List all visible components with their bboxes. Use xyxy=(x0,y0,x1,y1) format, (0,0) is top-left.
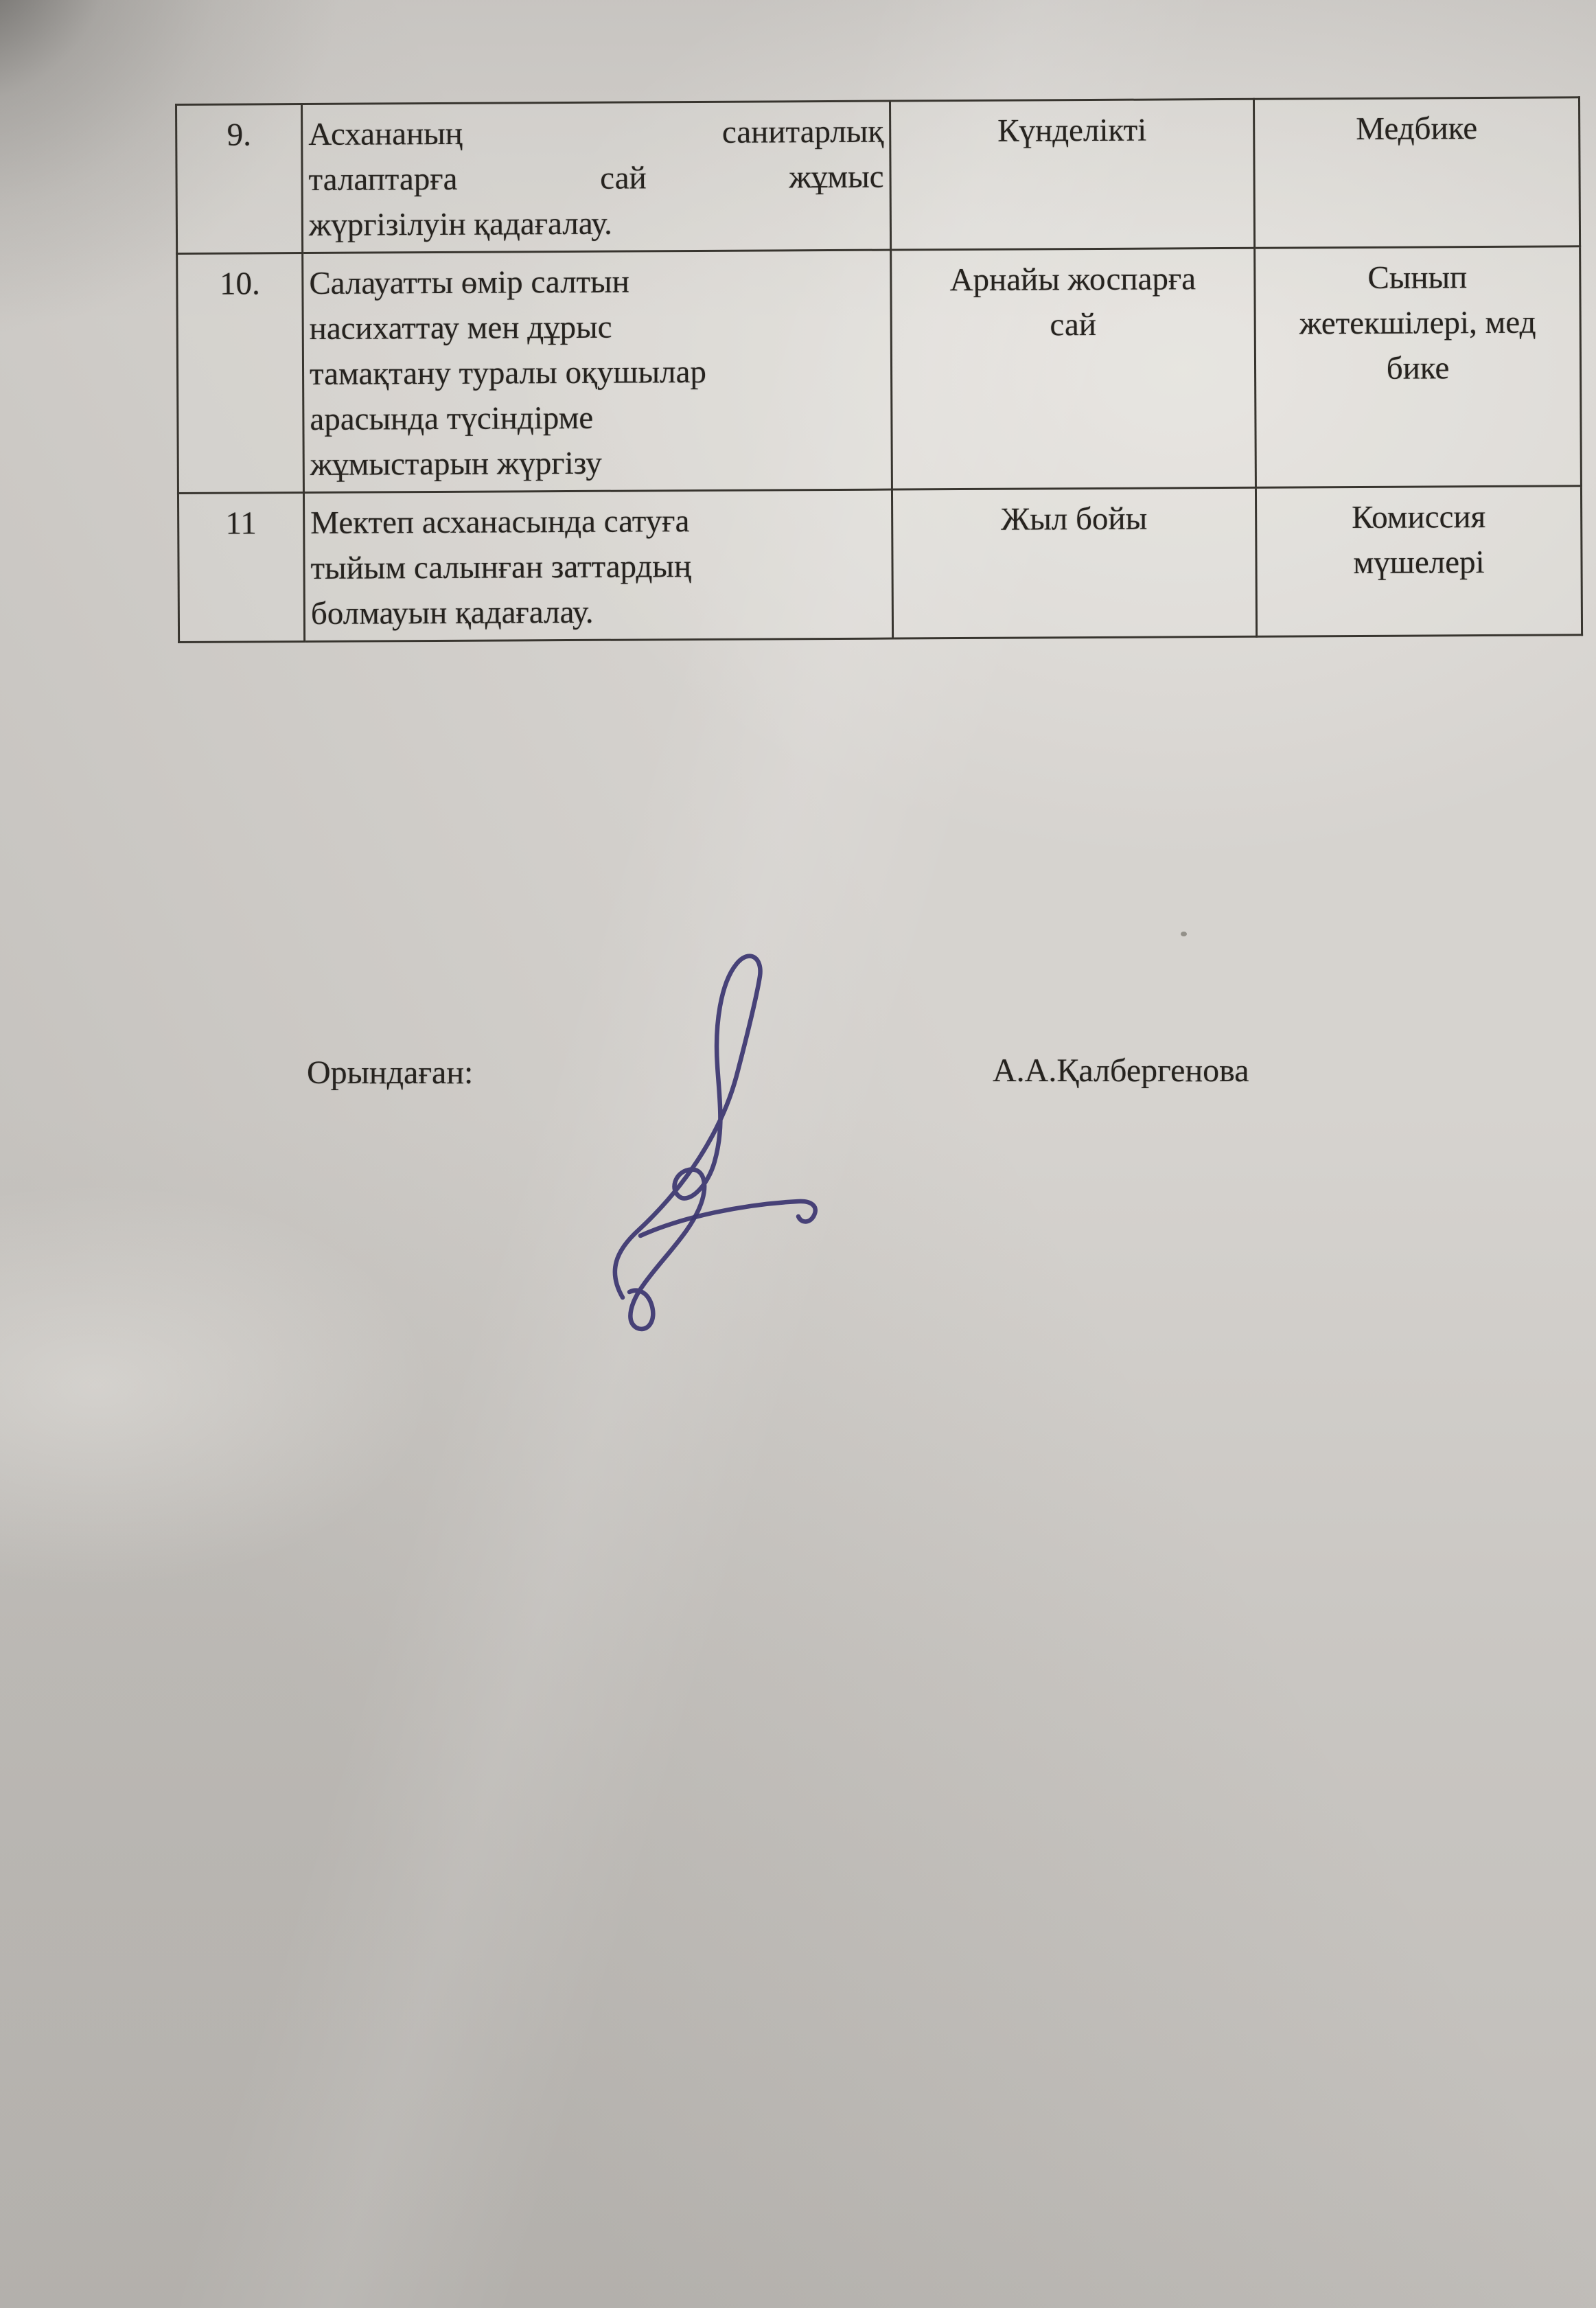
task-word: сай xyxy=(600,160,647,196)
paper-speck xyxy=(1181,932,1187,936)
responsible-line: жетекшілері, мед xyxy=(1299,304,1536,342)
responsible-cell xyxy=(1255,246,1582,487)
executor-name: А.А.Қалбергенова xyxy=(993,1052,1249,1089)
executor-label: Орындаған: xyxy=(307,1054,474,1091)
row-number-cell xyxy=(177,253,304,494)
task-line: болмауын қадағалау. xyxy=(310,594,594,632)
task-line: Мектеп асханасында сатуға xyxy=(310,503,690,541)
task-word: жұмыс xyxy=(789,159,884,196)
row-number: 9. xyxy=(227,117,252,153)
task-word: талаптарға xyxy=(308,161,458,198)
responsible-line: Медбике xyxy=(1356,111,1478,147)
responsible-line: мүшелері xyxy=(1353,544,1485,581)
task-line: насихаттау мен дұрыс xyxy=(309,309,612,347)
task-line: жүргізілуін қадағалау. xyxy=(308,205,612,243)
table-row xyxy=(176,97,1580,254)
responsible-line: бике xyxy=(1386,350,1450,386)
timing-cell xyxy=(892,487,1256,638)
task-line: тыйым салынған заттардың xyxy=(310,549,692,586)
row-number-cell xyxy=(178,493,304,643)
timing-line: Күнделікті xyxy=(997,112,1147,149)
table-row xyxy=(178,486,1582,643)
responsible-cell xyxy=(1256,486,1582,636)
task-line: арасында түсіндірме xyxy=(310,400,594,437)
task-line xyxy=(308,109,883,157)
timing-cell xyxy=(890,99,1254,250)
task-cell xyxy=(302,101,891,253)
task-cell xyxy=(303,250,892,492)
handwritten-signature-icon xyxy=(580,928,855,1354)
task-line: жұмыстарын жүргізу xyxy=(310,445,602,483)
task-line: тамақтану туралы оқушылар xyxy=(309,354,707,392)
responsible-line: Сынып xyxy=(1367,259,1468,296)
work-plan-table-grid xyxy=(175,96,1583,643)
task-word: санитарлық xyxy=(721,113,884,150)
timing-line: сай xyxy=(1050,306,1097,343)
timing-line: Арнайы жоспарға xyxy=(949,261,1196,299)
task-line xyxy=(308,154,883,203)
task-cell xyxy=(303,489,892,641)
responsible-cell xyxy=(1253,97,1580,248)
work-plan-table xyxy=(175,96,1583,643)
row-number: 11 xyxy=(225,505,257,542)
row-number: 10. xyxy=(219,266,260,302)
responsible-line: Комиссия xyxy=(1352,499,1486,536)
timing-cell xyxy=(891,248,1256,489)
task-line: Салауатты өмір салтын xyxy=(309,264,629,301)
table-row xyxy=(177,246,1582,494)
timing-line: Жыл бойы xyxy=(1001,500,1148,538)
row-number-cell xyxy=(176,104,303,254)
task-word: Асхананың xyxy=(308,115,463,152)
